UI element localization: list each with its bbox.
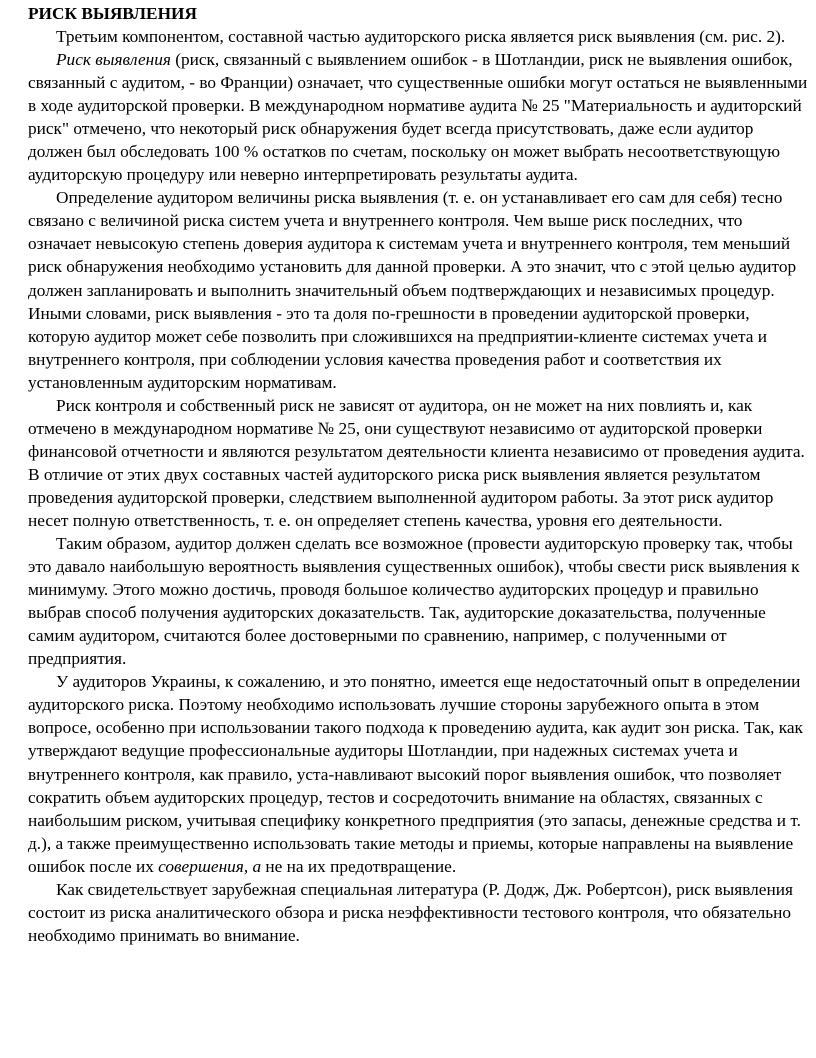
paragraph-2-text: (риск, связанный с выявлением ошибок - в Шотландии, риск не выявления ошибок, связанный с аудитом, - во Франции) означает, что существенные ошибки могут остаться не выявленными в ходе аудиторской проверки. В международном нормативе аудита № 25 "Материальность и аудиторский риск" отмечено, что некоторый риск обнаружения будет всегда присутствовать, даже если аудитор должен был обследовать 100 % остатков по счетам, поскольку он может выбрать несоответствующую аудиторскую процедуру или неверно интерпретировать результаты аудита. [28,50,808,185]
paragraph-6 [28,670,810,877]
paragraph-4: Риск контроля и собственный риск не зависят от аудитора, он не может на них повлиять и, как отмечено в международном нормативе № 25, они существуют независимо от аудиторской проверки финансовой отчетности и являются результатом деятельности клиента независимо от проведения аудита. В отличие от этих двух составных частей аудиторского риска риск выявления является результатом проведения аудиторской проверки, следствием выполненной аудитором работы. За этот риск аудитор несет полную ответственность, т. е. он определяет степень качества, уровня его деятельности. [28,395,805,530]
paragraph-6-emphasis: совершения, а [158,856,262,876]
paragraph-7: Как свидетельствует зарубежная специальная литература (Р. Додж, Дж. Робертсон), риск выявления состоит из риска аналитического обзора и риска неэффективности тестового контроля, что обязательно необходимо принимать во внимание. [28,879,793,945]
paragraph-6-text-start: У аудиторов Украины, к сожалению, и это понятно, имеется еще недостаточный опыт в определении аудиторского риска. Поэтому необходимо использовать лучшие стороны зарубежного опыта в этом вопросе, особенно при использовании такого подхода к проведению аудита, как аудит зон риска. Так, как утверждают ведущие профессиональные аудиторы Шотландии, при надежных системах учета и внутреннего контроля, как правило, уста-навливают высокий порог выявления ошибок, что позволяет сократить объем аудиторских процедур, тестов и сосредоточить внимание на областях, связанных с наибольшим риском, учитывая специфику конкретного предприятия (это запасы, денежные средства и т. д.), а также преимущественно использовать такие методы и приемы, которые направлены на выявление ошибок после их [28,672,803,876]
paragraph-2 [28,48,810,186]
paragraph-6-text-end: не на их предотвращение. [261,856,457,876]
paragraph-3: Определение аудитором величины риска выявления (т. е. он устанавливает его сам для себя) тесно связано с величиной риска систем учета и внутреннего контроля. Чем выше риск последних, что означает невысокую степень доверия аудитора к системам учета и внутреннего контроля, тем меньший риск обнаружения необходимо установить для данной проверки. А это значит, что с этой целью аудитор должен запланировать и выполнить значительный объем подтверждающих и независимых процедур. Иными словами, риск выявления - это та доля по-грешности в проведении аудиторской проверки, которую аудитор может себе позволить при сложившихся на предприятии-клиенте системах учета и внутреннего контроля, при соблюдении условия качества проведения работ и соответствия их установленным аудиторским нормативам. [28,188,797,392]
paragraph-5: Таким образом, аудитор должен сделать все возможное (провести аудиторскую проверку так, чтобы это давало наибольшую вероятность выявления существенных ошибок), чтобы свести риск выявления к минимуму. Этого можно достичь, проводя большое количество аудиторских процедур и правильно выбрав способ получения аудиторских доказательств. Так, аудиторские доказательства, полученные самим аудитором, считаются более достоверными по сравнению, например, с полученными от предприятия. [28,534,800,669]
document-title: РИСК ВЫЯВЛЕНИЯ [28,4,197,23]
term-detection-risk: Риск выявления [56,50,171,70]
paragraph-1: Третьим компонентом, составной частью аудиторского риска является риск выявления (см. рис. 2). [56,27,786,46]
